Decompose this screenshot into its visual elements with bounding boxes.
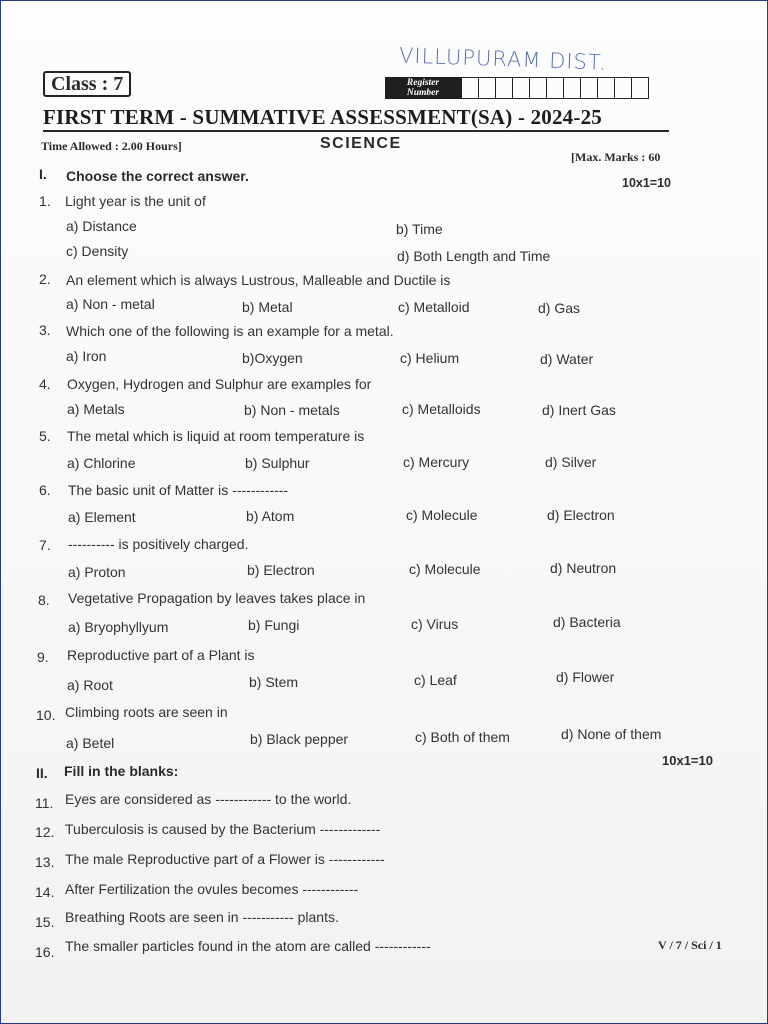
option-b: b) Electron — [247, 562, 315, 578]
option-d: d) Bacteria — [553, 614, 621, 630]
question-number: 7. — [39, 537, 51, 553]
section-2-marks: 10x1=10 — [662, 753, 713, 768]
option-c: c) Both of them — [415, 729, 510, 745]
option-c: c) Metalloid — [398, 299, 470, 315]
option-a: a) Chlorine — [67, 455, 136, 471]
option-c: c) Helium — [400, 350, 460, 366]
option-b: b) Stem — [249, 674, 299, 690]
question-text: Light year is the unit of — [65, 193, 206, 209]
question-text: The smaller particles found in the atom are called ------------ — [65, 938, 431, 954]
question-text: ---------- is positively charged. — [68, 536, 249, 552]
question-number: 8. — [38, 592, 50, 608]
question-text: Tuberculosis is caused by the Bacterium ------------- — [65, 821, 381, 837]
question-number: 1. — [39, 193, 51, 209]
class-label: Class : 7 — [43, 71, 131, 97]
option-c: c) Density — [66, 243, 129, 259]
option-b: b) Time — [396, 221, 443, 237]
option-c: c) Molecule — [409, 561, 481, 577]
question-number: 3. — [39, 322, 51, 338]
option-c: c) Metalloids — [402, 401, 481, 417]
option-a: a) Non - metal — [66, 296, 155, 312]
register-number-label: Register Number — [385, 77, 461, 99]
question-text: Reproductive part of a Plant is — [67, 647, 255, 663]
option-b: b)Oxygen — [242, 350, 303, 366]
option-b: b) Non - metals — [244, 402, 340, 418]
register-number-field — [385, 77, 649, 99]
question-text: Vegetative Propagation by leaves takes place in — [68, 590, 366, 606]
option-a: a) Proton — [68, 564, 126, 580]
option-c: c) Molecule — [406, 507, 478, 523]
question-text: An element which is always Lustrous, Malleable and Ductile is — [66, 272, 451, 288]
option-d: d) Gas — [538, 300, 581, 316]
option-a: a) Distance — [66, 218, 137, 234]
question-number: 15. — [35, 914, 55, 930]
question-text: Breathing Roots are seen in ----------- plants. — [65, 909, 339, 925]
question-text: Which one of the following is an example for a metal. — [66, 323, 394, 339]
option-d: d) Both Length and Time — [397, 248, 551, 264]
option-a: a) Metals — [67, 401, 125, 417]
option-b: b) Atom — [246, 508, 295, 524]
question-number: 2. — [39, 271, 51, 287]
question-number: 6. — [39, 482, 51, 498]
option-d: d) Inert Gas — [542, 402, 616, 418]
question-number: 5. — [39, 428, 51, 444]
question-text: The basic unit of Matter is ------------ — [68, 482, 289, 498]
option-d: d) Silver — [545, 454, 597, 470]
option-c: c) Leaf — [414, 672, 457, 688]
option-a: a) Betel — [66, 735, 115, 751]
register-number-boxes — [461, 77, 649, 99]
option-d: d) None of them — [561, 726, 662, 742]
option-a: a) Root — [67, 677, 113, 693]
title-underline — [43, 130, 669, 132]
section-1-marks: 10x1=10 — [622, 176, 672, 190]
option-b: b) Fungi — [248, 617, 300, 633]
option-c: c) Virus — [411, 616, 459, 632]
question-text: The male Reproductive part of a Flower is ------------ — [65, 851, 385, 867]
option-d: d) Electron — [547, 507, 615, 523]
time-allowed: Time Allowed : 2.00 Hours] — [41, 139, 182, 153]
question-number: 11. — [35, 795, 54, 811]
question-text: Oxygen, Hydrogen and Sulphur are examples for — [67, 376, 372, 392]
question-text: Eyes are considered as ------------ to the world. — [65, 791, 352, 807]
question-text: The metal which is liquid at room temperature is — [67, 428, 365, 444]
question-text: Climbing roots are seen in — [65, 704, 228, 720]
option-b: b) Black pepper — [250, 731, 349, 747]
exam-title: FIRST TERM - SUMMATIVE ASSESSMENT(SA) - 2024-25 — [43, 105, 602, 129]
question-number: 12. — [35, 824, 55, 840]
question-number: 4. — [39, 376, 51, 392]
question-number: 13. — [35, 854, 55, 870]
option-b: b) Metal — [242, 299, 293, 315]
question-number: 14. — [35, 884, 55, 900]
option-d: d) Neutron — [550, 560, 617, 576]
handwritten-district-note: VILLUPURAM DIST. — [398, 43, 608, 75]
section-2-numeral: II. — [36, 765, 48, 781]
option-a: a) Element — [68, 509, 136, 525]
question-number: 10. — [36, 707, 56, 723]
section-2-heading: Fill in the blanks: — [64, 763, 179, 779]
option-d: d) Flower — [556, 669, 615, 685]
section-1-heading: Choose the correct answer. — [66, 168, 249, 184]
page-code: V / 7 / Sci / 1 — [658, 938, 722, 952]
option-b: b) Sulphur — [245, 455, 310, 471]
subject-title: SCIENCE — [320, 135, 402, 152]
question-number: 16. — [35, 944, 55, 960]
option-a: a) Bryophyllyum — [68, 619, 169, 635]
option-d: d) Water — [540, 351, 594, 367]
question-number: 9. — [37, 649, 49, 665]
max-marks: [Max. Marks : 60 — [571, 150, 661, 164]
section-1-numeral: I. — [39, 166, 47, 182]
question-text: After Fertilization the ovules becomes ------------ — [65, 881, 359, 897]
option-a: a) Iron — [66, 348, 107, 364]
option-c: c) Mercury — [403, 454, 470, 470]
